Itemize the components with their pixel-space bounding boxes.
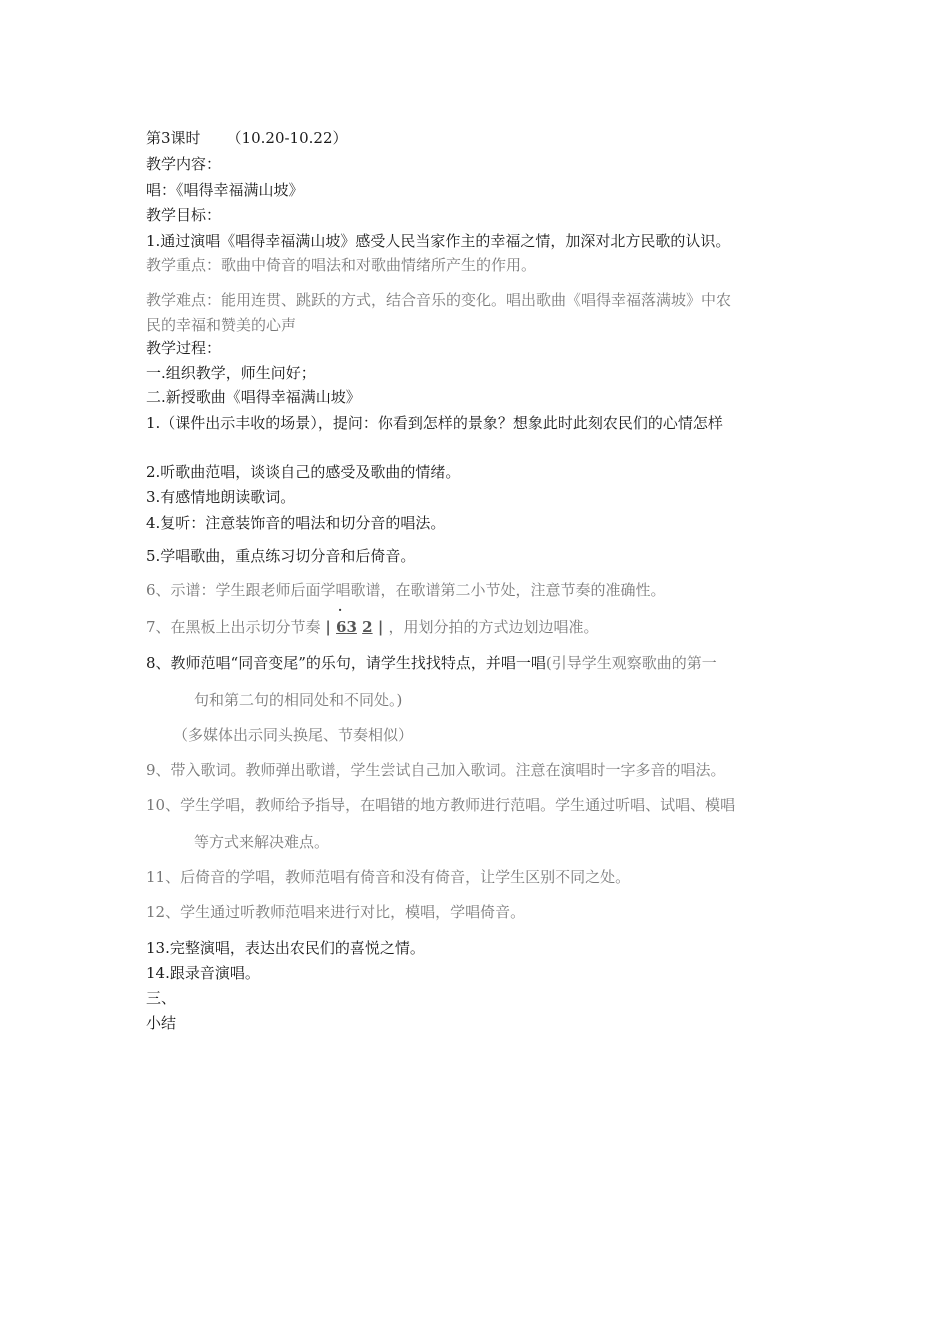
step-12: 12、学生通过听教师范唱来进行对比，模唱，学唱倚音。 bbox=[146, 903, 526, 921]
bar-line-close: | bbox=[377, 618, 384, 636]
lesson-header bbox=[146, 128, 348, 148]
step-9: 9、带入歌词。教师弹出歌谱，学生尝试自己加入歌词。注意在演唱时一字多音的唱法。 bbox=[146, 761, 726, 779]
step-4: 4.复听：注意装饰音的唱法和切分音的唱法。 bbox=[146, 514, 446, 532]
step-8-note: （多媒体出示同头换尾、节奏相似） bbox=[173, 726, 414, 744]
lesson-number: 第3课时 bbox=[146, 129, 201, 147]
octave-dot: · bbox=[338, 603, 343, 617]
step-10-continuation: 等方式来解决难点。 bbox=[194, 833, 330, 851]
step-one: 一.组织教学，师生问好； bbox=[146, 364, 316, 382]
step-8 bbox=[146, 653, 717, 673]
step-6: 6、示谱：学生跟老师后面学唱歌谱，在歌谱第二小节处，注意节奏的准确性。 bbox=[146, 581, 666, 599]
content-label: 教学内容： bbox=[146, 155, 222, 173]
step-8-main: 8、教师范唱“同音变尾”的乐句，请学生找找特点，并唱一唱 bbox=[146, 654, 546, 672]
step-8-continuation: 句和第二句的相同处和不同处。) bbox=[194, 691, 403, 709]
step-10: 10、学生学唱，教师给予指导，在唱错的地方教师进行范唱。学生通过听唱、试唱、模唱 bbox=[146, 796, 736, 814]
lesson-dates: （10.20-10.22） bbox=[226, 129, 348, 147]
summary: 小结 bbox=[146, 1014, 177, 1032]
step-11: 11、后倚音的学唱，教师范唱有倚音和没有倚音，让学生区别不同之处。 bbox=[146, 868, 631, 886]
step-13: 13.完整演唱，表达出农民们的喜悦之情。 bbox=[146, 939, 425, 957]
song-line: 唱：《唱得幸福满山坡》 bbox=[146, 181, 304, 199]
step-7-text: 7、在黑板上出示切分节奏 bbox=[146, 618, 321, 636]
note-6: 6 bbox=[336, 618, 347, 636]
step-3: 3.有感情地朗读歌词。 bbox=[146, 488, 296, 506]
step-1: 1.（课件出示丰收的场景），提问：你看到怎样的景象？想象此时此刻农民们的心情怎样 bbox=[146, 414, 723, 432]
step-14: 14.跟录音演唱。 bbox=[146, 964, 260, 982]
note-2: 2 bbox=[362, 618, 373, 636]
step-three: 三、 bbox=[146, 989, 177, 1007]
note-3: 3 bbox=[346, 618, 357, 636]
step-7 bbox=[146, 603, 599, 637]
step-two: 二.新授歌曲《唱得幸福满山坡》 bbox=[146, 388, 361, 406]
step-2: 2.听歌曲范唱，谈谈自己的感受及歌曲的情绪。 bbox=[146, 463, 461, 481]
difficulty-line-2: 民的幸福和赞美的心声 bbox=[146, 316, 297, 334]
bar-line-open: | bbox=[325, 618, 331, 636]
step-7-text-after: ，用划分拍的方式边划边唱准。 bbox=[388, 618, 599, 636]
step-5: 5.学唱歌曲，重点练习切分音和后倚音。 bbox=[146, 547, 416, 565]
objective-label: 教学目标： bbox=[146, 206, 222, 224]
objective-1: 1.通过演唱《唱得幸福满山坡》感受人民当家作主的幸福之情，加深对北方民歌的认识。 bbox=[146, 232, 731, 250]
key-point: 教学重点：歌曲中倚音的唱法和对歌曲情绪所产生的作用。 bbox=[146, 256, 537, 274]
difficulty-line-1: 教学难点：能用连贯、跳跃的方式，结合音乐的变化。唱出歌曲《唱得幸福落满坡》中农 bbox=[146, 291, 732, 309]
step-8-paren: (引导学生观察歌曲的第一 bbox=[545, 654, 717, 672]
process-label: 教学过程： bbox=[146, 339, 222, 357]
note-6-with-dot bbox=[336, 603, 347, 637]
syncopation-notation bbox=[325, 603, 388, 636]
